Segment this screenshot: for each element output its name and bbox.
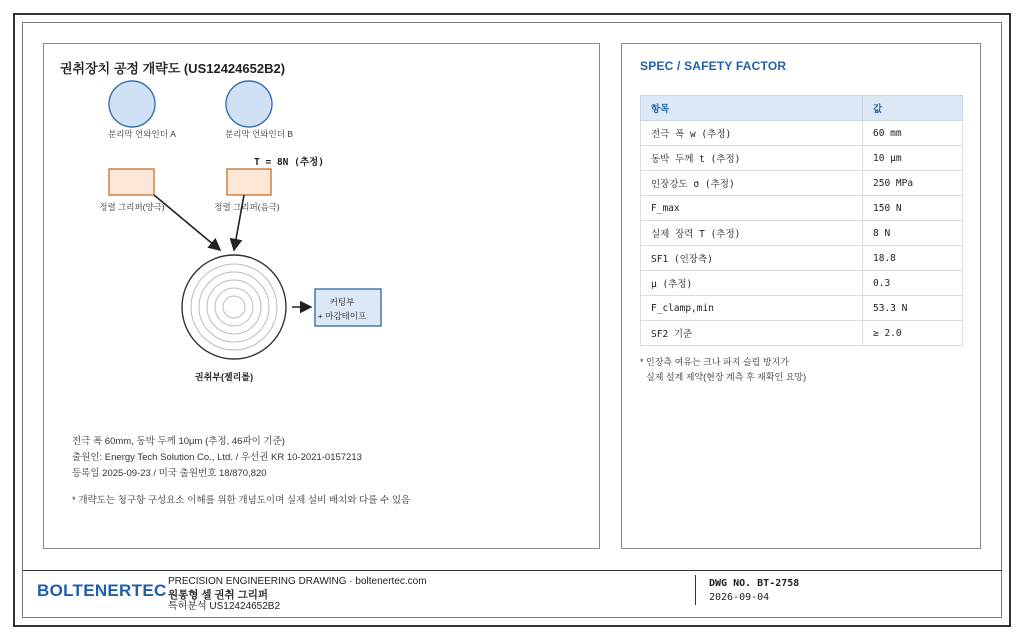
spec-item: 전극 폭 w (추정) bbox=[641, 121, 863, 146]
spec-table-header bbox=[641, 96, 963, 121]
table-row bbox=[641, 146, 963, 171]
brand-logo: BOLTENERTEC bbox=[37, 581, 167, 600]
table-row bbox=[641, 221, 963, 246]
dwg-number: DWG NO. BT-2758 bbox=[709, 578, 800, 589]
anode-feed-arrow bbox=[154, 195, 220, 250]
note-disclaimer: * 개략도는 청구항 구성요소 이해를 위한 개념도이며 실제 설비 배치와 다를 수 있음 bbox=[72, 495, 411, 506]
note-line-2: 출원인: Energy Tech Solution Co., Ltd. / 우선권 KR 10-2021-0157213 bbox=[72, 452, 362, 463]
unwinder-a-roll bbox=[109, 81, 155, 127]
spec-note-line-2: 실제 설계 제약(현장 계측 후 재확인 요망) bbox=[646, 372, 807, 382]
gripper-anode-box bbox=[109, 169, 154, 195]
spec-value: ≥ 2.0 bbox=[863, 321, 963, 346]
unwinder-b-roll bbox=[226, 81, 272, 127]
note-line-1: 전극 폭 60mm, 동박 두께 10μm (추정, 46파이 기준) bbox=[72, 436, 285, 447]
drawing-date: 2026-09-04 bbox=[709, 592, 770, 603]
spec-item: 실제 장력 T (추정) bbox=[641, 221, 863, 246]
spec-value: 250 MPa bbox=[863, 171, 963, 196]
spec-note-line-1: * 인장측 여유는 크나 파지 슬립 방지가 bbox=[640, 357, 789, 367]
cutting-unit-label-2: + 마감테이프 bbox=[317, 311, 367, 321]
spec-table bbox=[640, 95, 963, 346]
table-row bbox=[641, 246, 963, 271]
spec-value: 0.3 bbox=[863, 271, 963, 296]
table-row bbox=[641, 271, 963, 296]
unwinder-a-label: 분리막 언와인더 A bbox=[108, 129, 176, 139]
spec-item: μ (추정) bbox=[641, 271, 863, 296]
spec-value: 60 mm bbox=[863, 121, 963, 146]
spec-item: SF2 기준 bbox=[641, 321, 863, 346]
spec-header-item: 항목 bbox=[641, 96, 863, 121]
spec-item: 인장강도 σ (추정) bbox=[641, 171, 863, 196]
spec-value: 18.8 bbox=[863, 246, 963, 271]
spec-item: 동박 두께 t (추정) bbox=[641, 146, 863, 171]
gripper-cathode-label: 정렬 그리퍼(음극) bbox=[214, 202, 280, 212]
spec-note bbox=[640, 355, 806, 385]
spec-value: 53.3 N bbox=[863, 296, 963, 321]
title-block bbox=[23, 570, 1002, 617]
table-row bbox=[641, 296, 963, 321]
spec-item: SF1 (인장측) bbox=[641, 246, 863, 271]
table-row bbox=[641, 171, 963, 196]
gripper-anode-label: 정렬 그리퍼(양극) bbox=[99, 202, 165, 212]
spec-title: SPEC / SAFETY FACTOR bbox=[640, 59, 787, 73]
spec-value: 8 N bbox=[863, 221, 963, 246]
drawing-meta bbox=[709, 577, 799, 605]
patent-ref: 특허분석 US12424652B2 bbox=[168, 601, 281, 612]
table-row bbox=[641, 196, 963, 221]
drawing-subtitle: 원통형 셀 권취 그리퍼 bbox=[168, 588, 269, 601]
unwinder-b-label: 분리막 언와인더 B bbox=[225, 129, 293, 139]
spec-item: F_clamp,min bbox=[641, 296, 863, 321]
table-row bbox=[641, 121, 963, 146]
title-block-divider bbox=[695, 575, 696, 605]
spec-header-value: 값 bbox=[863, 96, 963, 121]
spec-panel bbox=[621, 43, 981, 549]
diagram-panel bbox=[43, 43, 600, 549]
winding-label: 권취부(젤리롤) bbox=[194, 372, 254, 382]
spec-item: F_max bbox=[641, 196, 863, 221]
spec-value: 150 N bbox=[863, 196, 963, 221]
diagram-notes bbox=[72, 434, 410, 509]
title-block-info bbox=[168, 576, 427, 614]
table-row bbox=[641, 321, 963, 346]
spec-value: 10 μm bbox=[863, 146, 963, 171]
drawing-header: PRECISION ENGINEERING DRAWING · boltenertec.com bbox=[168, 576, 427, 587]
jelly-roll bbox=[182, 255, 286, 359]
tension-label: T = 8N (추정) bbox=[254, 157, 324, 168]
cutting-unit-label-1: 커팅부 bbox=[329, 297, 355, 307]
gripper-cathode-box bbox=[227, 169, 271, 195]
diagram-title: 권취장치 공정 개략도 (US12424652B2) bbox=[60, 61, 286, 76]
note-line-3: 등록일 2025-09-23 / 미국 출원번호 18/870,820 bbox=[72, 468, 267, 479]
